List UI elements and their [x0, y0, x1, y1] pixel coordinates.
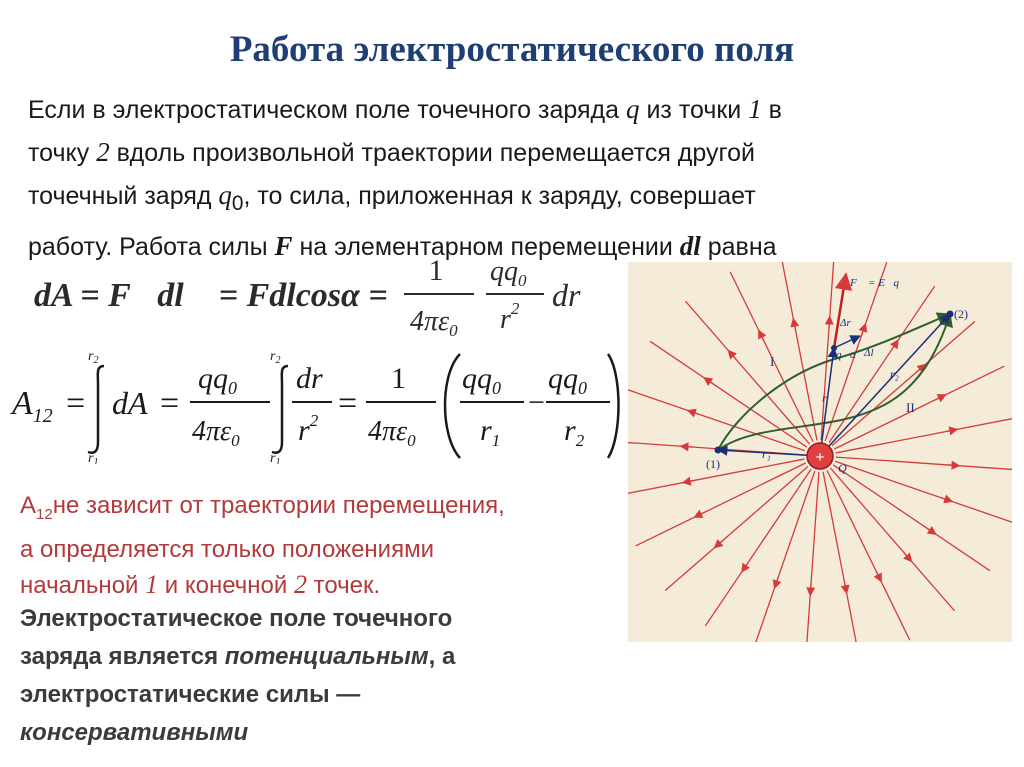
field-line-arrow — [946, 429, 958, 431]
force-vector — [834, 274, 846, 348]
field-diagram-svg — [628, 262, 1012, 642]
red-line-2: а определяется только положениями — [20, 535, 434, 563]
r-label: r — [822, 391, 827, 405]
field-line-arrow — [829, 316, 830, 328]
formula1-lhs: dA = F⃗dl⃗ = Fdlcosα = — [34, 277, 388, 314]
trajectory-I-label: I — [770, 354, 775, 369]
formula2-r1: $r_1$ — [480, 414, 501, 450]
field-line-arrow — [728, 350, 736, 359]
formula2-bracket-num2: $qq_0$ — [548, 362, 587, 398]
alpha-label: α — [850, 349, 856, 361]
formula2-int1-bot: $r_1$ — [88, 451, 99, 464]
bold-line-4: консервативными — [20, 719, 249, 746]
field-line-arrow — [742, 562, 749, 572]
r1-label: r₁ — [762, 447, 771, 461]
field-line — [753, 471, 815, 642]
bold-line-1: Электростатическое поле точечного — [20, 605, 453, 632]
formula1-frac2-num: $qq_0$ — [490, 256, 527, 290]
field-line-arrow — [926, 528, 936, 535]
field-line-arrow — [793, 319, 795, 331]
red-line-3: начальной 1 и конечной 2 точек. — [20, 569, 381, 599]
field-line-arrow — [774, 577, 778, 588]
field-line-arrow — [935, 395, 946, 400]
trajectory-I — [718, 314, 950, 450]
integral-sign-2 — [272, 366, 288, 453]
intro-line-2: точку 2 вдоль произвольной траектории перемещается другой — [28, 137, 755, 167]
field-line-arrow — [876, 571, 881, 582]
point-2-dot — [947, 311, 954, 318]
dr-label: Δr⃗ — [840, 317, 860, 329]
integral-sign-1 — [88, 366, 104, 453]
intro-line-1: Если в электростатическом поле точечного заряда q из точки 1 в — [28, 94, 782, 124]
field-line — [705, 469, 811, 626]
q-label: q — [836, 349, 842, 361]
formula2-r2: $r^2$ — [298, 411, 319, 447]
field-line — [628, 389, 805, 451]
field-line-arrow — [862, 324, 866, 335]
point-1-label: (1) — [706, 457, 720, 471]
trajectory-II — [718, 314, 950, 450]
formula2-rr2: $r_2$ — [564, 414, 585, 450]
field-line — [835, 461, 1012, 523]
field-line — [832, 322, 975, 446]
page-title: Работа электростатического поля — [229, 29, 795, 70]
field-line-arrow — [680, 446, 692, 447]
work-integral-formula — [8, 344, 624, 464]
field-line-arrow — [904, 553, 912, 562]
left-paren — [445, 354, 460, 458]
field-line-arrow — [688, 410, 699, 414]
right-paren — [608, 354, 619, 458]
field-line — [830, 468, 954, 611]
field-line-arrow — [714, 540, 723, 548]
charge-sign: + — [815, 449, 825, 466]
field-line-arrow — [694, 512, 705, 517]
field-line — [821, 262, 834, 440]
formula1-frac2-den: $r^2$ — [500, 299, 520, 335]
trajectory-II-label: II — [906, 400, 915, 415]
bold-line-2: заряда является потенциальным, а — [20, 643, 456, 670]
point-2-label: (2) — [954, 307, 968, 321]
field-line-arrow — [941, 498, 952, 502]
field-line-arrow — [892, 340, 899, 350]
formula2-eq2: = — [160, 385, 180, 422]
field-line-arrow — [759, 330, 764, 341]
field-line-arrow — [810, 584, 811, 596]
field-line — [833, 465, 990, 571]
field-line — [836, 457, 1012, 470]
field-line — [806, 472, 819, 642]
field-line — [665, 466, 808, 590]
red-line-1: $А_{12}не$ зависит от траектории перемещения, — [20, 492, 505, 523]
formula2-dA: dA — [112, 385, 148, 421]
formula2-frac-num: $qq_0$ — [198, 362, 237, 398]
formula2-A: $A_{12}$ — [12, 385, 53, 427]
field-line-arrow — [683, 480, 695, 482]
bold-line-3: электростатические силы — — [20, 681, 361, 708]
displacement-vector — [834, 336, 860, 348]
path-independence-statement — [20, 488, 620, 603]
conclusion-statement — [20, 600, 620, 752]
field-line — [686, 301, 810, 444]
formula2-bracket-num1: $qq_0$ — [462, 362, 501, 398]
intro-paragraph — [28, 88, 988, 268]
work-differential-formula — [34, 252, 614, 338]
formula1-tail: dr — [552, 277, 581, 313]
field-line-arrow — [844, 582, 846, 594]
formula2-int1-top: $r_2$ — [88, 349, 99, 366]
formula2-one: 1 — [391, 362, 406, 395]
formula2-int2-bot: $r_1$ — [270, 451, 281, 464]
field-line — [650, 341, 807, 447]
charge-label: Q — [838, 461, 847, 475]
formula2-den2: $4\pi\varepsilon_0$ — [368, 416, 416, 450]
formula2-eq3: = — [338, 385, 358, 422]
dl-label: Δl⃗ — [864, 347, 883, 359]
formula2-int2-top: $r_2$ — [270, 349, 281, 366]
formula2-minus: − — [528, 386, 545, 419]
r2-label: r₂ — [890, 367, 899, 381]
field-line — [823, 472, 859, 642]
field-line-arrow — [704, 378, 714, 385]
field-line-arrow — [948, 465, 960, 466]
formula1-den: $4\pi\varepsilon_0$ — [410, 306, 458, 338]
formula1-num: 1 — [428, 254, 444, 287]
formula2-frac-den: $4\pi\varepsilon_0$ — [192, 416, 240, 450]
formula2-eq1: = — [66, 385, 86, 422]
force-label: F⃗ = E⃗q — [850, 277, 899, 289]
field-diagram — [628, 262, 1012, 642]
formula2-dr: dr — [296, 362, 323, 395]
point-1-dot — [715, 447, 722, 454]
intro-line-4: работу. Работа силы F на элементарном перемещении dl равна — [28, 231, 777, 261]
intro-line-3: точечный заряд $q_0$, то сила, приложенная к заряду, совершает — [28, 180, 756, 215]
